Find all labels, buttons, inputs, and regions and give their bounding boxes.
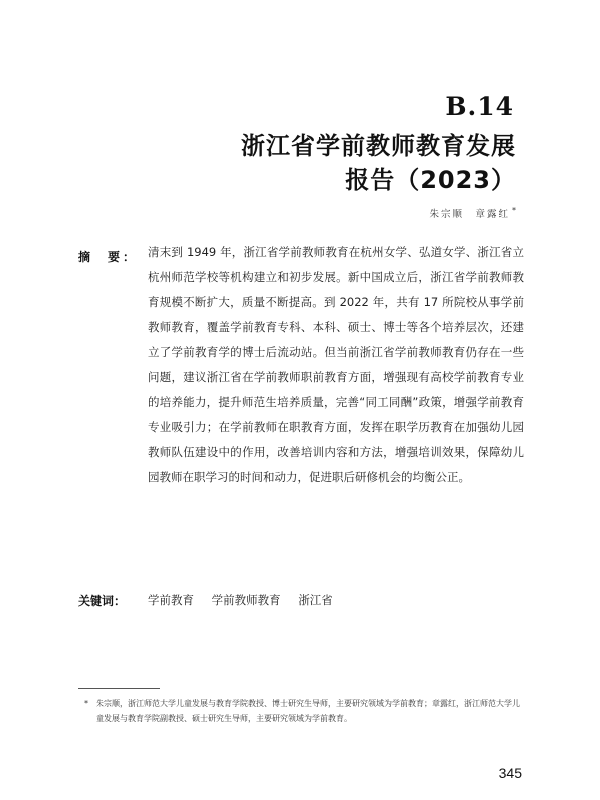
abstract-label: 摘 要：	[78, 250, 139, 264]
report-title-line-2: 报告（2023）	[345, 166, 516, 194]
keywords-list	[148, 592, 347, 608]
keyword-item: 学前教师教育	[211, 593, 281, 607]
footnote-text: 朱宗顺，浙江师范大学儿童发展与教育学院教授、博士研究生导师，主要研究领域为学前教育；章露红，浙江师范大学儿童发展与教育学院副教授、硕士研究生导师，主要研究领域为学前教育。	[96, 699, 520, 723]
author-footnote	[78, 696, 524, 726]
report-number: B.14	[445, 92, 514, 121]
keywords-label: 关键词：	[78, 594, 127, 608]
keyword-item: 浙江省	[298, 593, 333, 607]
report-title-line-1: 浙江省学前教师教育发展	[241, 132, 516, 160]
author-line	[429, 206, 518, 220]
abstract-text: 清末到 1949 年，浙江省学前教师教育在杭州女学、弘道女学、浙江省立杭州师范学校等机构建立和初步发展。新中国成立后，浙江省学前教师教育规模不断扩大，质量不断提高。到 2022 年，共有 17 所院校从事学前教师教育，覆盖学前教育专科、本科、硕士、博士等各个培养层次，还建立了学前教育学的博士后流动站。但当前浙江省学前教师教育仍存在一些问题，建议浙江省在学前教师职前教育方面，增强现有高校学前教育专业的培养能力，提升师范生培养质量，完善“同工同酬”政策，增强学前教育专业吸引力；在学前教师在职教育方面，发挥在职学历教育在加强幼儿园教师队伍建设中的作用，改善培训内容和方法，增强培训效果，保障幼儿园教师在职学习的时间和动力，促进职后研修机会的均衡公正。	[148, 245, 524, 484]
footnote-mark: *	[84, 699, 88, 708]
page-number: 345	[498, 765, 522, 781]
footnote-divider	[78, 688, 160, 689]
author-names: 朱宗顺 章露红	[429, 209, 510, 221]
author-footnote-mark: *	[512, 206, 518, 215]
keyword-item: 学前教育	[148, 593, 194, 607]
